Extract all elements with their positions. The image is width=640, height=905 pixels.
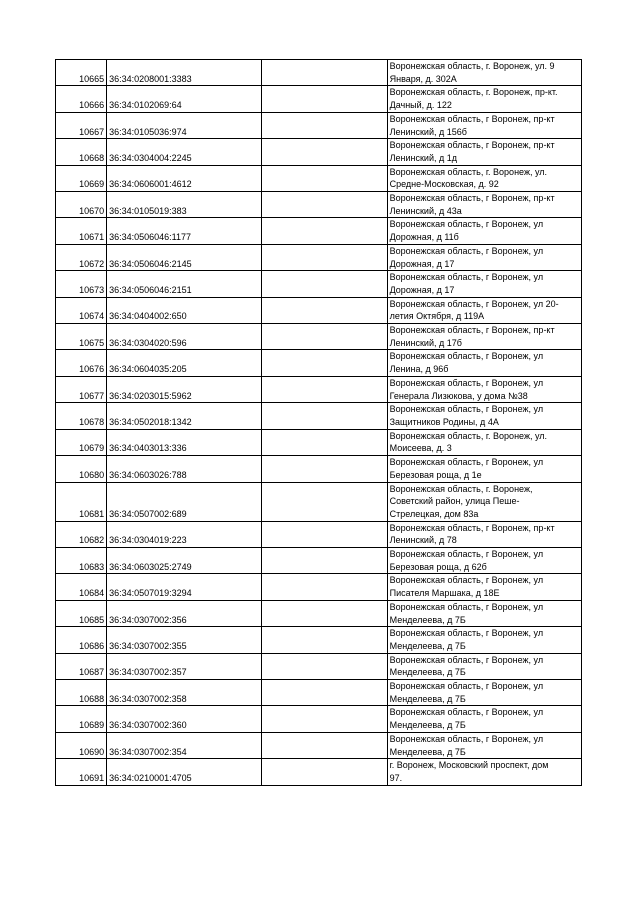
address-line: Дорожная, д 11б [389, 232, 459, 243]
empty-cell [262, 192, 387, 218]
empty-cell [262, 297, 387, 323]
row-number-cell: 10679 [56, 429, 107, 455]
table-row [56, 732, 582, 758]
row-number-cell: 10671 [56, 218, 107, 244]
table-row [56, 376, 582, 402]
address-cell [387, 653, 581, 679]
table-row [56, 297, 582, 323]
row-number-cell: 10665 [56, 60, 107, 86]
empty-cell [262, 456, 387, 482]
address-line: Менделеева, д 7Б [389, 720, 466, 731]
address-line: Воронежская область, г Воронеж, ул [389, 601, 544, 612]
address-cell [387, 627, 581, 653]
address-line: Ленинский, д 156б [389, 126, 467, 137]
address-line: Воронежская область, г Воронеж, пр-кт [389, 193, 555, 204]
property-register-table [55, 59, 582, 786]
cadastral-number-cell: 36:34:0307002:360 [107, 706, 262, 732]
address-line: Стрелецкая, дом 83а [389, 508, 479, 519]
empty-cell [262, 482, 387, 521]
table-row [56, 653, 582, 679]
cadastral-number-cell: 36:34:0102069:64 [107, 86, 262, 112]
address-cell [387, 732, 581, 758]
address-line: Воронежская область, г Воронеж, пр-кт [389, 113, 555, 124]
table-row [56, 86, 582, 112]
table-row [56, 139, 582, 165]
address-line: Воронежская область, г Воронеж, ул [389, 377, 544, 388]
address-cell [387, 482, 581, 521]
row-number-cell: 10666 [56, 86, 107, 112]
cadastral-number-cell: 36:34:0210001:4705 [107, 759, 262, 785]
address-line: Генерала Лизюкова, у дома №38 [389, 390, 528, 401]
address-cell [387, 759, 581, 785]
empty-cell [262, 218, 387, 244]
cadastral-number-cell: 36:34:0604035:205 [107, 350, 262, 376]
address-line: Воронежская область, г Воронеж, ул 20- [389, 298, 559, 309]
row-number-cell: 10678 [56, 403, 107, 429]
address-line: 97. [389, 772, 403, 783]
row-number-cell: 10672 [56, 244, 107, 270]
cadastral-number-cell: 36:34:0506046:1177 [107, 218, 262, 244]
address-cell [387, 521, 581, 547]
address-cell [387, 271, 581, 297]
table-row [56, 482, 582, 521]
address-line: Воронежская область, г. Воронеж, ул. [389, 430, 548, 441]
row-number-cell: 10682 [56, 521, 107, 547]
address-line: Ленинский, д 17б [389, 337, 462, 348]
address-cell [387, 60, 581, 86]
table-row [56, 324, 582, 350]
cadastral-number-cell: 36:34:0105036:974 [107, 112, 262, 138]
empty-cell [262, 244, 387, 270]
address-line: Менделеева, д 7Б [389, 746, 466, 757]
address-cell [387, 192, 581, 218]
row-number-cell: 10684 [56, 574, 107, 600]
table-row [56, 627, 582, 653]
row-number-cell: 10674 [56, 297, 107, 323]
cadastral-number-cell: 36:34:0307002:357 [107, 653, 262, 679]
table-row [56, 574, 582, 600]
cadastral-number-cell: 36:34:0304019:223 [107, 521, 262, 547]
cadastral-number-cell: 36:34:0507019:3294 [107, 574, 262, 600]
empty-cell [262, 112, 387, 138]
empty-cell [262, 521, 387, 547]
empty-cell [262, 350, 387, 376]
address-cell [387, 680, 581, 706]
address-line: Воронежская область, г. Воронеж, пр-кт. [389, 87, 558, 98]
address-line: Воронежская область, г Воронеж, ул [389, 628, 544, 639]
empty-cell [262, 86, 387, 112]
cadastral-number-cell: 36:34:0307002:354 [107, 732, 262, 758]
document-page [55, 59, 582, 786]
address-cell [387, 376, 581, 402]
address-line: Воронежская область, г Воронеж, ул [389, 351, 544, 362]
empty-cell [262, 759, 387, 785]
address-cell [387, 112, 581, 138]
table-row [56, 521, 582, 547]
address-line: Воронежская область, г Воронеж, ул [389, 654, 544, 665]
register-table-body [56, 60, 582, 786]
table-row [56, 218, 582, 244]
row-number-cell: 10667 [56, 112, 107, 138]
address-line: Воронежская область, г Воронеж, ул [389, 681, 544, 692]
empty-cell [262, 706, 387, 732]
cadastral-number-cell: 36:34:0105019:383 [107, 192, 262, 218]
cadastral-number-cell: 36:34:0507002:689 [107, 482, 262, 521]
address-line: Воронежская область, г. Воронеж, ул. 9 [389, 61, 555, 71]
row-number-cell: 10685 [56, 600, 107, 626]
address-line: Ленинский, д 78 [389, 535, 457, 546]
cadastral-number-cell: 36:34:0304020:596 [107, 324, 262, 350]
address-line: Менделеева, д 7Б [389, 614, 466, 625]
cadastral-number-cell: 36:34:0307002:355 [107, 627, 262, 653]
cadastral-number-cell: 36:34:0606001:4612 [107, 165, 262, 191]
address-cell [387, 429, 581, 455]
address-line: Дорожная, д 17 [389, 258, 455, 269]
address-cell [387, 548, 581, 574]
row-number-cell: 10677 [56, 376, 107, 402]
address-line: Ленина, д 96б [389, 364, 449, 375]
address-line: Воронежская область, г Воронеж, пр-кт [389, 325, 555, 336]
address-line: Воронежская область, г Воронеж, ул [389, 733, 544, 744]
table-row [56, 680, 582, 706]
address-line: Дорожная, д 17 [389, 284, 455, 295]
table-row [56, 112, 582, 138]
address-line: Моисеева, д. 3 [389, 443, 452, 454]
row-number-cell: 10669 [56, 165, 107, 191]
row-number-cell: 10683 [56, 548, 107, 574]
row-number-cell: 10681 [56, 482, 107, 521]
address-line: Советский район, улица Пеше- [389, 496, 520, 507]
row-number-cell: 10691 [56, 759, 107, 785]
empty-cell [262, 653, 387, 679]
address-line: Менделеева, д 7Б [389, 640, 466, 651]
address-line: Воронежская область, г Воронеж, ул [389, 549, 544, 560]
address-line: Воронежская область, г Воронеж, пр-кт [389, 522, 555, 533]
table-row [56, 350, 582, 376]
empty-cell [262, 574, 387, 600]
row-number-cell: 10690 [56, 732, 107, 758]
empty-cell [262, 165, 387, 191]
table-row [56, 548, 582, 574]
table-row [56, 271, 582, 297]
address-cell [387, 244, 581, 270]
table-row [56, 403, 582, 429]
address-line: Января, д. 302А [389, 73, 457, 84]
address-line: Воронежская область, г Воронеж, пр-кт [389, 140, 555, 151]
address-cell [387, 218, 581, 244]
empty-cell [262, 680, 387, 706]
cadastral-number-cell: 36:34:0404002:650 [107, 297, 262, 323]
empty-cell [262, 429, 387, 455]
cadastral-number-cell: 36:34:0304004:2245 [107, 139, 262, 165]
address-line: Воронежская область, г Воронеж, ул [389, 272, 544, 283]
cadastral-number-cell: 36:34:0307002:356 [107, 600, 262, 626]
address-line: Средне-Московская, д. 92 [389, 179, 499, 190]
address-line: Воронежская область, г Воронеж, ул [389, 457, 544, 468]
table-row [56, 429, 582, 455]
empty-cell [262, 376, 387, 402]
address-line: Писателя Маршака, д 18Е [389, 588, 500, 599]
address-line: Менделеева, д 7Б [389, 667, 466, 678]
address-cell [387, 324, 581, 350]
row-number-cell: 10670 [56, 192, 107, 218]
row-number-cell: 10673 [56, 271, 107, 297]
address-line: Воронежская область, г Воронеж, ул [389, 219, 544, 230]
address-cell [387, 350, 581, 376]
address-line: Воронежская область, г. Воронеж, [389, 483, 533, 494]
address-cell [387, 165, 581, 191]
address-line: Воронежская область, г Воронеж, ул [389, 575, 544, 586]
address-line: Ленинский, д 1д [389, 152, 457, 163]
address-cell [387, 706, 581, 732]
address-cell [387, 86, 581, 112]
address-cell [387, 456, 581, 482]
cadastral-number-cell: 36:34:0403013:336 [107, 429, 262, 455]
table-row [56, 706, 582, 732]
table-row [56, 759, 582, 785]
cadastral-number-cell: 36:34:0208001:3383 [107, 60, 262, 86]
empty-cell [262, 403, 387, 429]
cadastral-number-cell: 36:34:0203015:5962 [107, 376, 262, 402]
address-line: Менделеева, д 7Б [389, 693, 466, 704]
cadastral-number-cell: 36:34:0307002:358 [107, 680, 262, 706]
row-number-cell: 10668 [56, 139, 107, 165]
address-line: Защитников Родины, д 4А [389, 416, 499, 427]
address-line: Воронежская область, г Воронеж, ул [389, 707, 544, 718]
table-row [56, 60, 582, 86]
address-line: Воронежская область, г Воронеж, ул [389, 245, 544, 256]
cadastral-number-cell: 36:34:0502018:1342 [107, 403, 262, 429]
empty-cell [262, 627, 387, 653]
empty-cell [262, 732, 387, 758]
row-number-cell: 10687 [56, 653, 107, 679]
row-number-cell: 10689 [56, 706, 107, 732]
address-cell [387, 600, 581, 626]
address-line: летия Октября, д 119А [389, 311, 485, 322]
empty-cell [262, 548, 387, 574]
address-line: Воронежская область, г Воронеж, ул [389, 404, 544, 415]
table-row [56, 192, 582, 218]
empty-cell [262, 600, 387, 626]
row-number-cell: 10688 [56, 680, 107, 706]
address-line: г. Воронеж, Московский проспект, дом [389, 760, 549, 771]
address-cell [387, 403, 581, 429]
cadastral-number-cell: 36:34:0603025:2749 [107, 548, 262, 574]
empty-cell [262, 271, 387, 297]
address-line: Дачный, д. 122 [389, 100, 452, 111]
cadastral-number-cell: 36:34:0506046:2151 [107, 271, 262, 297]
address-cell [387, 139, 581, 165]
address-line: Березовая роща, д 1е [389, 469, 482, 480]
address-line: Ленинский, д 43а [389, 205, 462, 216]
cadastral-number-cell: 36:34:0603026:788 [107, 456, 262, 482]
table-row [56, 244, 582, 270]
table-row [56, 165, 582, 191]
row-number-cell: 10675 [56, 324, 107, 350]
row-number-cell: 10680 [56, 456, 107, 482]
address-cell [387, 297, 581, 323]
address-cell [387, 574, 581, 600]
address-line: Воронежская область, г. Воронеж, ул. [389, 166, 548, 177]
row-number-cell: 10686 [56, 627, 107, 653]
address-line: Березовая роща, д 62б [389, 561, 487, 572]
empty-cell [262, 324, 387, 350]
empty-cell [262, 60, 387, 86]
empty-cell [262, 139, 387, 165]
table-row [56, 456, 582, 482]
cadastral-number-cell: 36:34:0506046:2145 [107, 244, 262, 270]
table-row [56, 600, 582, 626]
row-number-cell: 10676 [56, 350, 107, 376]
